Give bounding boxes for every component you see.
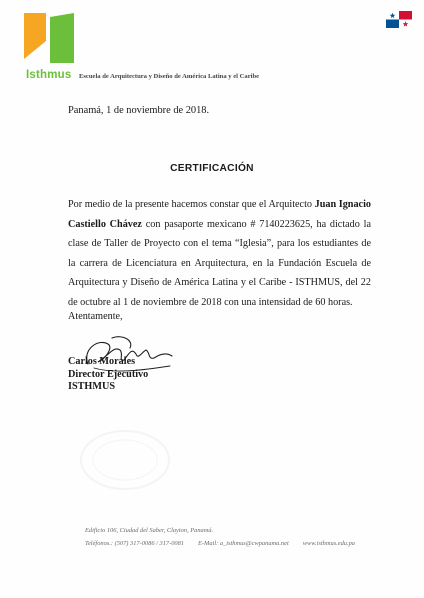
body-rest: con pasaporte mexicano # 7140223625, ha dictado la clase de Taller de Proyecto con el tema “Iglesia”, para los estudiantes de la carrera de Licenciatura en Arquitectura, en la Fundación Escuela de Arquitectura y Diseño de América Latina y el Caribe - ISTHMUS, del 22 de octubre al 1 de noviembre de 2018 con una intensidad de 60 horas.: [68, 218, 371, 308]
signatory-name: Carlos Morales: [68, 356, 136, 367]
footer-website: www.isthmus.edu.pa: [302, 539, 355, 547]
letterhead: [26, 65, 259, 83]
isthmus-logo-icon: [24, 13, 74, 63]
signatory-org: ISTHMUS: [68, 381, 115, 392]
footer-email: E-Mail: a_isthmus@cwpanama.net: [198, 539, 289, 547]
letter-title: CERTIFICACIÓN: [170, 163, 254, 174]
org-subtitle: Escuela de Arquitectura y Diseño de América Latina y el Caribe: [78, 73, 260, 80]
closing-salutation: Atentamente,: [68, 311, 123, 322]
footer-contact-line: [85, 538, 355, 551]
faint-stamp-mark: [78, 428, 172, 492]
signature-block: [68, 356, 148, 394]
letter-date: Panamá, 1 de noviembre de 2018.: [68, 105, 210, 116]
footer-address: Edificio 106, Ciudad del Saber, Clayton, Panamá.: [85, 527, 214, 534]
signatory-role: Director Ejecutivo: [68, 368, 149, 380]
panama-flag-icon: [386, 11, 412, 28]
letter-body: [68, 195, 371, 313]
letter-footer: [85, 525, 355, 550]
footer-phones: Teléfonos.: (507) 317-0086 / 317-0081: [85, 539, 184, 547]
body-intro: Por medio de la presente hacemos constar que el Arquitecto: [68, 199, 315, 210]
professor-name: Juan Ignacio Castiello Chávez: [68, 199, 371, 230]
org-name: Isthmus: [26, 69, 72, 81]
